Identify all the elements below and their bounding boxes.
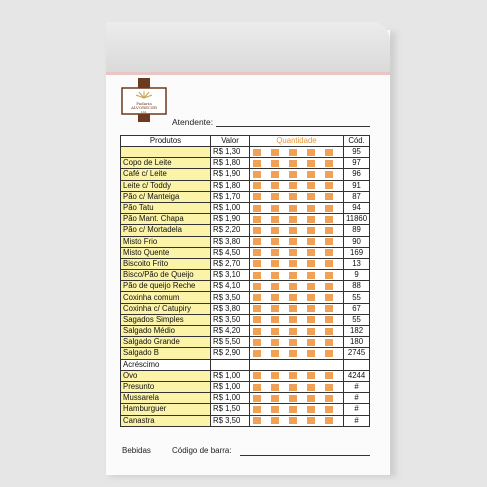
quantity-cell (250, 281, 344, 292)
quantity-cell (250, 247, 344, 258)
quantity-checkbox[interactable] (271, 305, 279, 312)
table-row (121, 281, 370, 292)
product-price: R$ 1,80 (211, 158, 250, 169)
product-code: 88 (344, 281, 370, 292)
quantity-checkbox[interactable] (325, 283, 333, 290)
product-name (121, 147, 211, 158)
table-row (121, 158, 370, 169)
product-price: R$ 1,00 (211, 381, 250, 392)
quantity-checkbox[interactable] (289, 328, 297, 335)
product-price: R$ 3,50 (211, 415, 250, 426)
product-code: # (344, 404, 370, 415)
quantity-cell (250, 337, 344, 348)
product-code: 182 (344, 326, 370, 337)
quantity-cell (250, 326, 344, 337)
product-price: R$ 2,20 (211, 225, 250, 236)
product-name: Acréscimo (121, 359, 211, 370)
quantity-checkbox[interactable] (307, 149, 315, 156)
quantity-checkbox[interactable] (289, 227, 297, 234)
quantity-checkbox[interactable] (253, 305, 261, 312)
quantity-checkbox[interactable] (289, 160, 297, 167)
product-code: 89 (344, 225, 370, 236)
product-code: 94 (344, 202, 370, 213)
quantity-checkbox[interactable] (253, 171, 261, 178)
quantity-cell (250, 370, 344, 381)
product-price: R$ 1,70 (211, 191, 250, 202)
quantity-checkbox[interactable] (307, 395, 315, 402)
quantity-checkbox[interactable] (307, 406, 315, 413)
quantity-checkbox[interactable] (307, 227, 315, 234)
quantity-checkbox[interactable] (289, 395, 297, 402)
quantity-checkbox[interactable] (325, 238, 333, 245)
quantity-checkbox[interactable] (289, 283, 297, 290)
quantity-checkbox[interactable] (253, 294, 261, 301)
quantity-checkbox[interactable] (253, 372, 261, 379)
quantity-checkbox[interactable] (289, 205, 297, 212)
quantity-checkbox[interactable] (325, 216, 333, 223)
binding-edge (106, 72, 390, 75)
quantity-checkbox[interactable] (307, 171, 315, 178)
product-code: 55 (344, 314, 370, 325)
quantity-checkbox[interactable] (325, 316, 333, 323)
quantity-checkbox[interactable] (307, 417, 315, 424)
quantity-checkbox[interactable] (253, 149, 261, 156)
quantity-checkbox[interactable] (271, 395, 279, 402)
product-name: Ovo (121, 370, 211, 381)
quantity-checkbox[interactable] (253, 227, 261, 234)
table-row (121, 348, 370, 359)
quantity-checkbox[interactable] (307, 372, 315, 379)
quantity-checkbox[interactable] (307, 384, 315, 391)
quantity-checkbox[interactable] (289, 406, 297, 413)
quantity-checkbox[interactable] (307, 216, 315, 223)
quantity-checkbox[interactable] (325, 417, 333, 424)
quantity-cell (250, 404, 344, 415)
table-row (121, 180, 370, 191)
quantity-checkbox[interactable] (307, 305, 315, 312)
quantity-checkbox[interactable] (325, 350, 333, 357)
quantity-checkbox[interactable] (289, 171, 297, 178)
quantity-checkbox[interactable] (253, 384, 261, 391)
quantity-checkbox[interactable] (325, 305, 333, 312)
product-price: R$ 1,00 (211, 370, 250, 381)
quantity-cell (250, 381, 344, 392)
product-name: Copo de Leite (121, 158, 211, 169)
quantity-checkbox[interactable] (289, 249, 297, 256)
quantity-checkbox[interactable] (307, 283, 315, 290)
quantity-checkbox[interactable] (271, 205, 279, 212)
quantity-checkbox[interactable] (307, 294, 315, 301)
quantity-checkbox[interactable] (307, 182, 315, 189)
quantity-checkbox[interactable] (289, 316, 297, 323)
table-row (121, 258, 370, 269)
product-price: R$ 3,10 (211, 270, 250, 281)
table-row (121, 225, 370, 236)
quantity-cell (250, 393, 344, 404)
product-code: 90 (344, 236, 370, 247)
quantity-cell (250, 270, 344, 281)
quantity-checkbox[interactable] (271, 171, 279, 178)
product-price: R$ 1,50 (211, 404, 250, 415)
table-row (121, 337, 370, 348)
logo-line1: Padaria (136, 101, 152, 106)
quantity-cell (250, 258, 344, 269)
header-quantidade: Quantidade (250, 136, 344, 147)
quantity-cell (250, 202, 344, 213)
product-code: 169 (344, 247, 370, 258)
product-name: Bisco/Pão de Queijo (121, 270, 211, 281)
quantity-checkbox[interactable] (307, 249, 315, 256)
quantity-checkbox[interactable] (325, 339, 333, 346)
table-row (121, 404, 370, 415)
product-price: R$ 3,80 (211, 303, 250, 314)
order-table (120, 135, 370, 427)
product-name: Pão c/ Mortadela (121, 225, 211, 236)
attendant-field[interactable] (216, 126, 370, 127)
quantity-checkbox[interactable] (325, 406, 333, 413)
quantity-checkbox[interactable] (253, 260, 261, 267)
quantity-checkbox[interactable] (271, 372, 279, 379)
quantity-checkbox[interactable] (271, 249, 279, 256)
quantity-checkbox[interactable] (325, 395, 333, 402)
product-code: 95 (344, 147, 370, 158)
quantity-cell (250, 169, 344, 180)
bebidas-label: Bebidas (122, 446, 151, 455)
pad-binding (106, 22, 390, 74)
quantity-checkbox[interactable] (271, 283, 279, 290)
quantity-checkbox[interactable] (253, 283, 261, 290)
table-row (121, 370, 370, 381)
product-code: 180 (344, 337, 370, 348)
quantity-cell (250, 191, 344, 202)
product-price: R$ 3,50 (211, 314, 250, 325)
quantity-checkbox[interactable] (271, 328, 279, 335)
quantity-checkbox[interactable] (307, 238, 315, 245)
quantity-checkbox[interactable] (271, 160, 279, 167)
table-row (121, 270, 370, 281)
quantity-checkbox[interactable] (253, 350, 261, 357)
product-code: # (344, 393, 370, 404)
quantity-checkbox[interactable] (271, 216, 279, 223)
product-name: Pão Tatu (121, 202, 211, 213)
quantity-checkbox[interactable] (253, 417, 261, 424)
quantity-checkbox[interactable] (271, 182, 279, 189)
quantity-checkbox[interactable] (253, 328, 261, 335)
product-code: 87 (344, 191, 370, 202)
quantity-checkbox[interactable] (271, 272, 279, 279)
quantity-checkbox[interactable] (289, 182, 297, 189)
quantity-checkbox[interactable] (271, 227, 279, 234)
attendant-label: Atendente: (172, 117, 214, 127)
quantity-checkbox[interactable] (289, 417, 297, 424)
quantity-checkbox[interactable] (325, 372, 333, 379)
quantity-checkbox[interactable] (289, 238, 297, 245)
product-price: R$ 1,00 (211, 202, 250, 213)
quantity-checkbox[interactable] (271, 149, 279, 156)
product-code: 9 (344, 270, 370, 281)
quantity-checkbox[interactable] (271, 339, 279, 346)
product-price: R$ 4,20 (211, 326, 250, 337)
product-name: Café c/ Leite (121, 169, 211, 180)
quantity-checkbox[interactable] (289, 149, 297, 156)
quantity-checkbox[interactable] (307, 339, 315, 346)
table-row (121, 236, 370, 247)
quantity-checkbox[interactable] (271, 350, 279, 357)
product-code: 91 (344, 180, 370, 191)
quantity-checkbox[interactable] (325, 149, 333, 156)
table-row (121, 381, 370, 392)
product-code: 97 (344, 158, 370, 169)
product-name: Misto Quente (121, 247, 211, 258)
header-cod: Cód. (344, 136, 370, 147)
product-price: R$ 3,80 (211, 236, 250, 247)
product-name: Pão de queijo Reche (121, 281, 211, 292)
quantity-checkbox[interactable] (307, 260, 315, 267)
barcode-label: Código de barra: (172, 446, 232, 455)
quantity-checkbox[interactable] (325, 227, 333, 234)
header-valor: Valor (211, 136, 250, 147)
quantity-checkbox[interactable] (271, 384, 279, 391)
quantity-checkbox[interactable] (307, 328, 315, 335)
product-name: Salgado Grande (121, 337, 211, 348)
quantity-checkbox[interactable] (289, 216, 297, 223)
product-name: Leite c/ Toddy (121, 180, 211, 191)
quantity-checkbox[interactable] (289, 294, 297, 301)
table-row (121, 214, 370, 225)
quantity-cell (250, 180, 344, 191)
quantity-cell (250, 292, 344, 303)
quantity-checkbox[interactable] (271, 406, 279, 413)
quantity-checkbox[interactable] (271, 238, 279, 245)
product-price: R$ 4,50 (211, 247, 250, 258)
quantity-checkbox[interactable] (271, 193, 279, 200)
quantity-checkbox[interactable] (289, 272, 297, 279)
quantity-cell (250, 314, 344, 325)
bakery-logo (120, 78, 168, 122)
quantity-checkbox[interactable] (253, 160, 261, 167)
quantity-checkbox[interactable] (289, 384, 297, 391)
product-name: Salgado B (121, 348, 211, 359)
table-row (121, 147, 370, 158)
table-row (121, 303, 370, 314)
quantity-checkbox[interactable] (307, 193, 315, 200)
quantity-checkbox[interactable] (307, 316, 315, 323)
quantity-checkbox[interactable] (307, 272, 315, 279)
quantity-checkbox[interactable] (307, 205, 315, 212)
quantity-cell (250, 348, 344, 359)
product-price: R$ 1,30 (211, 147, 250, 158)
product-price: R$ 1,90 (211, 169, 250, 180)
quantity-checkbox[interactable] (307, 350, 315, 357)
product-price: R$ 3,50 (211, 292, 250, 303)
quantity-checkbox[interactable] (289, 350, 297, 357)
quantity-cell (250, 158, 344, 169)
product-name: Misto Frio (121, 236, 211, 247)
quantity-checkbox[interactable] (253, 216, 261, 223)
table-row (121, 247, 370, 258)
logo-line3: Ltd. (140, 110, 148, 114)
quantity-checkbox[interactable] (325, 328, 333, 335)
product-code: 55 (344, 292, 370, 303)
quantity-checkbox[interactable] (271, 417, 279, 424)
quantity-checkbox[interactable] (289, 305, 297, 312)
product-price: R$ 2,90 (211, 348, 250, 359)
quantity-checkbox[interactable] (289, 260, 297, 267)
product-price: R$ 1,00 (211, 393, 250, 404)
product-code: 2745 (344, 348, 370, 359)
table-row (121, 202, 370, 213)
product-code: 13 (344, 258, 370, 269)
table-header (121, 136, 370, 147)
product-code: 96 (344, 169, 370, 180)
quantity-checkbox[interactable] (253, 193, 261, 200)
quantity-checkbox[interactable] (253, 406, 261, 413)
table-row (121, 393, 370, 404)
product-name: Canastra (121, 415, 211, 426)
quantity-cell (250, 303, 344, 314)
quantity-checkbox[interactable] (253, 249, 261, 256)
quantity-checkbox[interactable] (271, 260, 279, 267)
quantity-checkbox[interactable] (325, 171, 333, 178)
product-code: # (344, 381, 370, 392)
table-row (121, 415, 370, 426)
product-price (211, 359, 250, 370)
quantity-checkbox[interactable] (325, 193, 333, 200)
product-name: Salgado Médio (121, 326, 211, 337)
product-name: Sagados Simples (121, 314, 211, 325)
table-row (121, 326, 370, 337)
quantity-checkbox[interactable] (289, 339, 297, 346)
quantity-cell (250, 359, 344, 370)
table-row (121, 314, 370, 325)
quantity-cell (250, 214, 344, 225)
barcode-field[interactable] (240, 455, 370, 456)
table-row (121, 169, 370, 180)
quantity-checkbox[interactable] (325, 294, 333, 301)
product-price: R$ 5,50 (211, 337, 250, 348)
product-name: Coxinha comum (121, 292, 211, 303)
quantity-checkbox[interactable] (253, 182, 261, 189)
product-name: Presunto (121, 381, 211, 392)
product-code: 11860 (344, 214, 370, 225)
quantity-checkbox[interactable] (307, 160, 315, 167)
product-price: R$ 1,90 (211, 214, 250, 225)
quantity-cell (250, 147, 344, 158)
quantity-checkbox[interactable] (325, 384, 333, 391)
product-name: Coxinha c/ Catupiry (121, 303, 211, 314)
quantity-checkbox[interactable] (325, 205, 333, 212)
product-code: 67 (344, 303, 370, 314)
quantity-cell (250, 225, 344, 236)
product-name: Hamburguer (121, 404, 211, 415)
quantity-checkbox[interactable] (289, 372, 297, 379)
quantity-checkbox[interactable] (325, 160, 333, 167)
product-price: R$ 1,80 (211, 180, 250, 191)
quantity-checkbox[interactable] (253, 316, 261, 323)
table-row (121, 191, 370, 202)
quantity-cell (250, 415, 344, 426)
product-name: Pão c/ Manteiga (121, 191, 211, 202)
quantity-checkbox[interactable] (271, 316, 279, 323)
quantity-checkbox[interactable] (325, 182, 333, 189)
quantity-checkbox[interactable] (253, 395, 261, 402)
quantity-checkbox[interactable] (253, 205, 261, 212)
product-code: # (344, 415, 370, 426)
product-price: R$ 2,70 (211, 258, 250, 269)
logo-line2: ALVORECER (130, 105, 158, 110)
quantity-checkbox[interactable] (325, 249, 333, 256)
quantity-cell (250, 236, 344, 247)
quantity-checkbox[interactable] (253, 238, 261, 245)
table-row (121, 292, 370, 303)
quantity-checkbox[interactable] (325, 272, 333, 279)
quantity-checkbox[interactable] (325, 260, 333, 267)
table-row (121, 359, 370, 370)
product-code (344, 359, 370, 370)
product-name: Pão Mant. Chapa (121, 214, 211, 225)
quantity-checkbox[interactable] (253, 339, 261, 346)
product-name: Biscoito Frito (121, 258, 211, 269)
product-code: 4244 (344, 370, 370, 381)
product-price: R$ 4,10 (211, 281, 250, 292)
quantity-checkbox[interactable] (253, 272, 261, 279)
header-produtos: Produtos (121, 136, 211, 147)
quantity-checkbox[interactable] (271, 294, 279, 301)
product-name: Mussarela (121, 393, 211, 404)
quantity-checkbox[interactable] (289, 193, 297, 200)
